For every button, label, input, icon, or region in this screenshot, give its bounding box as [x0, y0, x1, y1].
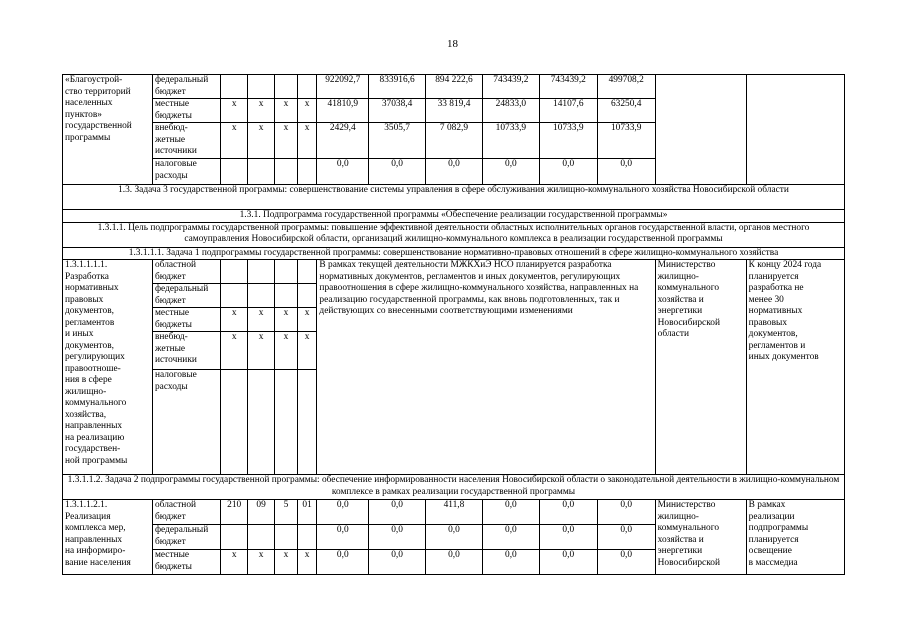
value-cell: 10733,9: [539, 123, 597, 159]
value-cell: 14107,6: [539, 99, 597, 123]
value-cell: 0,0: [317, 550, 369, 575]
code-cell: [221, 159, 248, 185]
value-cell: 0,0: [482, 550, 539, 575]
subprogram-header: 1.3.1. Подпрограмма государственной программы «Обеспечение реализации государственной программы»: [63, 210, 845, 223]
code-cell: х: [221, 308, 248, 332]
value-cell: 0,0: [426, 550, 483, 575]
code-cell: [297, 370, 317, 475]
section-header-row: [63, 222, 845, 247]
code-cell: 5: [275, 500, 298, 525]
value-cell: 37038,4: [369, 99, 426, 123]
code-cell: [297, 75, 317, 99]
value-cell: 0,0: [426, 159, 483, 185]
value-cell: 63250,4: [597, 99, 655, 123]
table-row: [63, 260, 845, 284]
value-cell: 411,8: [426, 500, 483, 525]
code-cell: 210: [221, 500, 248, 525]
code-cell: [275, 525, 298, 550]
result-cell: [746, 75, 844, 185]
code-cell: [297, 284, 317, 308]
funding-source: федеральный бюджет: [152, 525, 220, 550]
funding-source: областной бюджет: [152, 500, 220, 525]
section-header-row: [63, 185, 845, 210]
value-cell: 0,0: [369, 525, 426, 550]
value-cell: 10733,9: [482, 123, 539, 159]
code-cell: [221, 284, 248, 308]
value-cell: 0,0: [539, 550, 597, 575]
code-cell: х: [275, 308, 298, 332]
executor-cell: Министерство жилищно- коммунального хозяйства и энергетики Новосибирской: [655, 500, 746, 575]
code-cell: 01: [297, 500, 317, 525]
code-cell: [275, 284, 298, 308]
result-cell: К концу 2024 года планируется разработка не менее 30 нормативных правовых документов, регламентов и иных документов: [746, 260, 844, 475]
code-cell: [275, 159, 298, 185]
funding-source: федеральный бюджет: [152, 75, 220, 99]
value-cell: 743439,2: [539, 75, 597, 99]
value-cell: 0,0: [539, 525, 597, 550]
value-cell: 33 819,4: [426, 99, 483, 123]
code-cell: х: [221, 550, 248, 575]
executor-cell: Министерство жилищно- коммунального хозяйства и энергетики Новосибирской области: [655, 260, 746, 475]
funding-source: федеральный бюджет: [152, 284, 220, 308]
code-cell: [248, 159, 275, 185]
code-cell: х: [297, 123, 317, 159]
value-cell: 0,0: [317, 159, 369, 185]
code-cell: х: [275, 550, 298, 575]
code-cell: [248, 284, 275, 308]
value-cell: 833916,6: [369, 75, 426, 99]
value-cell: 922092,7: [317, 75, 369, 99]
value-cell: 0,0: [369, 550, 426, 575]
funding-source: внебюд- жетные источники: [152, 332, 220, 370]
value-cell: 2429,4: [317, 123, 369, 159]
page-number: 18: [447, 38, 458, 50]
funding-source: местные бюджеты: [152, 308, 220, 332]
value-cell: 0,0: [539, 159, 597, 185]
code-cell: х: [221, 123, 248, 159]
code-cell: х: [248, 99, 275, 123]
value-cell: 41810,9: [317, 99, 369, 123]
code-cell: [297, 525, 317, 550]
code-cell: [221, 525, 248, 550]
code-cell: [275, 75, 298, 99]
code-cell: х: [248, 308, 275, 332]
value-cell: 0,0: [369, 500, 426, 525]
code-cell: 09: [248, 500, 275, 525]
code-cell: х: [297, 332, 317, 370]
funding-source: областной бюджет: [152, 260, 220, 284]
measure-name: «Благоустрой- ство территорий населенных пунктов» государственной программы: [63, 75, 153, 185]
value-cell: 0,0: [482, 159, 539, 185]
code-cell: [275, 260, 298, 284]
table-row: [63, 500, 845, 525]
value-cell: 0,0: [597, 500, 655, 525]
value-cell: 499708,2: [597, 75, 655, 99]
value-cell: 3505,7: [369, 123, 426, 159]
code-cell: х: [297, 99, 317, 123]
funding-source: местные бюджеты: [152, 99, 220, 123]
code-cell: х: [248, 123, 275, 159]
value-cell: 7 082,9: [426, 123, 483, 159]
value-cell: 0,0: [317, 525, 369, 550]
code-cell: х: [221, 332, 248, 370]
measure-name: 1.3.1.1.1.1. Разработка нормативных правовых документов, регламентов и иных документов, регулирующих правоотноше- ния в сфере жилищно- коммунального хозяйства, направленных на реализацию государствен- ной программы: [63, 260, 153, 475]
code-cell: [248, 75, 275, 99]
code-cell: х: [248, 332, 275, 370]
value-cell: 0,0: [597, 550, 655, 575]
task2-header: 1.3.1.1.2. Задача 2 подпрограммы государственной программы: обеспечение информированности населения Новосибирской области о законодательной деятельности в жилищно-коммунальном комплексе в рамках реализации государственной программы: [63, 475, 845, 500]
code-cell: [275, 370, 298, 475]
code-cell: х: [275, 123, 298, 159]
table-row: [63, 75, 845, 99]
value-cell: 0,0: [482, 525, 539, 550]
value-cell: 0,0: [539, 500, 597, 525]
funding-source: местные бюджеты: [152, 550, 220, 575]
code-cell: [248, 370, 275, 475]
value-cell: 10733,9: [597, 123, 655, 159]
value-cell: 24833,0: [482, 99, 539, 123]
task3-header: 1.3. Задача 3 государственной программы: совершенствование системы управления в сфере обслуживания жилищно-коммунального хозяйства Новосибирской области: [63, 185, 845, 210]
executor-cell: [655, 75, 746, 185]
code-cell: [297, 260, 317, 284]
value-cell: 0,0: [317, 500, 369, 525]
value-cell: 0,0: [426, 525, 483, 550]
task1-header: 1.3.1.1.1. Задача 1 подпрограммы государственной программы: совершенствование нормативно-правовых отношений в сфере жилищно-коммунального хозяйства: [63, 247, 845, 260]
program-table: [62, 74, 845, 575]
value-cell: 0,0: [482, 500, 539, 525]
code-cell: [221, 370, 248, 475]
code-cell: [248, 525, 275, 550]
value-cell: 0,0: [369, 159, 426, 185]
funding-source: внебюд- жетные источники: [152, 123, 220, 159]
code-cell: [297, 159, 317, 185]
funding-source: налоговые расходы: [152, 370, 220, 475]
section-header-row: [63, 475, 845, 500]
value-cell: 743439,2: [482, 75, 539, 99]
section-header-row: [63, 210, 845, 223]
result-cell: В рамках реализации подпрограммы планируется освещение в массмедиа: [746, 500, 844, 575]
measure-description: В рамках текущей деятельности МЖКХиЭ НСО планируется разработка нормативных документов, регламентов и иных документов, регулирующих правоотношения в сфере жилищно-коммунального хозяйства, направленных на реализацию государственной программы, как вновь подготовленных, так и действующих со внесенными соответствующими изменениями: [317, 260, 655, 475]
code-cell: х: [297, 308, 317, 332]
value-cell: 894 222,6: [426, 75, 483, 99]
code-cell: х: [221, 99, 248, 123]
code-cell: х: [297, 550, 317, 575]
section-header-row: [63, 247, 845, 260]
funding-source: налоговые расходы: [152, 159, 220, 185]
code-cell: [221, 260, 248, 284]
measure-name: 1.3.1.1.2.1. Реализация комплекса мер, направленных на информиро- вание населения: [63, 500, 153, 575]
goal-header: 1.3.1.1. Цель подпрограммы государственной программы: повышение эффективной деятельности областных исполнительных органов государственной власти, органов местного самоуправления Новосибирской области, организаций жилищно-коммунального комплекса в реализации государственной программы: [63, 222, 845, 247]
code-cell: х: [275, 332, 298, 370]
code-cell: [248, 260, 275, 284]
code-cell: х: [248, 550, 275, 575]
value-cell: 0,0: [597, 525, 655, 550]
value-cell: 0,0: [597, 159, 655, 185]
code-cell: [221, 75, 248, 99]
code-cell: х: [275, 99, 298, 123]
